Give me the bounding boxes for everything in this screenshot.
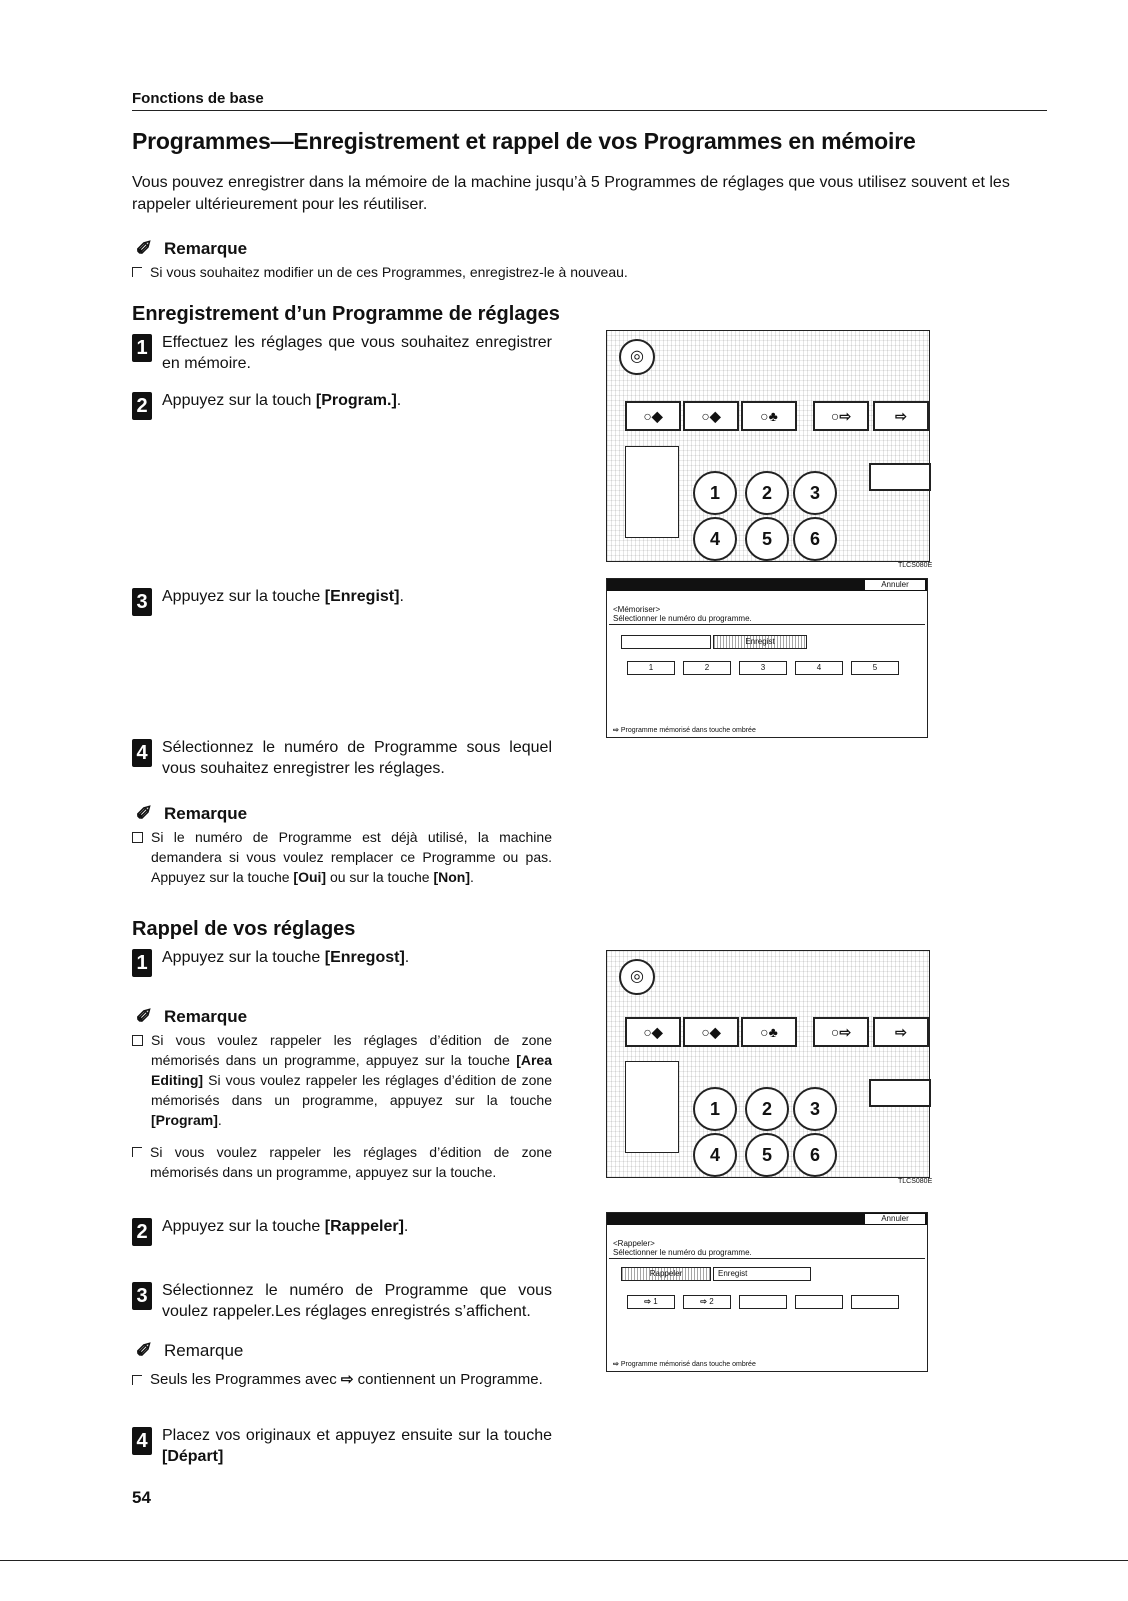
page-title: Programmes—Enregistrement et rappel de vos Programmes en mémoire [132,128,916,154]
program-slot: ⇨ 1 [627,1295,675,1309]
figure-code: TLCS080E [898,1178,933,1185]
program-slot: 3 [739,661,787,675]
screen-title-bar [607,1213,927,1225]
note-item [132,262,752,282]
step-text: Appuyez sur la touche [Enregist]. [162,588,404,605]
step-3 [132,1280,552,1322]
program-key: ○⇨ [813,1017,869,1047]
figure-code: TLCS080E [898,562,933,569]
section-title: Rappel de vos réglages [132,918,356,940]
note-item [132,1030,552,1130]
step-number: 4 [132,739,152,767]
program-arrow-icon: ⇨ [340,1371,354,1388]
pencil-icon: ✐ [135,803,153,825]
panel-key [869,1079,931,1107]
panel-frame [625,446,679,538]
screen-footer: ⇨ Programme mémorisé dans touche ombrée [613,727,756,734]
pencil-icon: ✐ [135,238,153,260]
screen-mode: <Mémoriser> [613,605,661,614]
note-item [132,1370,552,1390]
program-slot [851,1295,899,1309]
program-slot [739,1295,787,1309]
step-number: 2 [132,392,152,420]
numeric-key: 6 [793,1133,837,1177]
tab-store: Enregist [713,635,807,649]
numeric-key: 2 [745,471,789,515]
screen-illustration [606,578,928,738]
numeric-key: 3 [793,1087,837,1131]
start-key: ⇨ [873,401,929,431]
numeric-key: 5 [745,1133,789,1177]
step-text: Appuyez sur la touch [Program.]. [162,392,402,409]
step-text: Appuyez sur la touche [Rappeler]. [162,1218,409,1235]
screen-illustration [606,1212,928,1372]
step-text: Effectuez les réglages que vous souhaitez enregistrer en mémoire. [162,334,552,372]
panel-key: ○♣ [741,401,797,431]
note-heading [132,801,247,826]
panel-key: ○◆ [683,401,739,431]
numeric-key: 4 [693,1133,737,1177]
footer-rule [0,1560,1128,1561]
header-rule [132,110,1047,111]
step-text: Appuyez sur la touche [Enregost]. [162,949,410,966]
control-panel-illustration [606,330,930,562]
step-4 [132,1425,552,1467]
tab-recall: Rappeler [621,1267,711,1281]
note-label: Remarque [164,238,248,258]
note-text: Si vous voulez rappeler les réglages d’édition de zone mémorisés dans un programme, appuyez sur la touche. [150,1144,552,1180]
step-number: 3 [132,588,152,616]
numeric-key: 6 [793,517,837,561]
note-label: Remarque [164,1340,244,1360]
cancel-button: Annuler [865,1214,925,1224]
note-text: Seuls les Programmes avec ⇨ contiennent un Programme. [150,1371,543,1388]
step-3 [132,586,552,616]
checkbox-icon [132,832,143,843]
step-number: 1 [132,334,152,362]
page-number: 54 [132,1488,151,1507]
bullet-icon [132,267,142,277]
panel-frame [625,1061,679,1153]
checkbox-icon [132,1035,143,1046]
screen-title-bar [607,579,927,591]
step-text: Sélectionnez le numéro de Programme sous lequel vous souhaitez enregistrer les réglages. [162,739,552,777]
cancel-button: Annuler [865,580,925,590]
start-key: ⇨ [873,1017,929,1047]
program-arrow-icon: ⇨ [613,1361,619,1368]
note-text: Si vous souhaitez modifier un de ces Programmes, enregistrez-le à nouveau. [150,264,628,280]
pencil-icon: ✐ [135,1340,153,1362]
section-title: Enregistrement d’un Programme de réglages [132,303,560,325]
note-item [132,1142,552,1182]
running-head: Fonctions de base [132,90,264,107]
intro-paragraph: Vous pouvez enregistrer dans la mémoire de la machine jusqu’à 5 Programmes de réglages que vous utilisez souvent et les rappeler ultérieurement pour les réutiliser. [132,174,1010,213]
note-label: Remarque [164,1006,248,1026]
numeric-key: 3 [793,471,837,515]
note-heading [132,236,247,261]
note-item [132,827,552,887]
numeric-key: 1 [693,471,737,515]
program-key: ○⇨ [813,401,869,431]
program-arrow-icon: ⇨ [613,727,619,734]
note-text: Si le numéro de Programme est déjà utilisé, la machine demandera si vous voulez remplacer ce Programme ou pas. Appuyez sur la touche [Oui] ou sur la touche [Non]. [151,829,552,885]
screen-footer: ⇨ Programme mémorisé dans touche ombrée [613,1361,756,1368]
panel-key: ○♣ [741,1017,797,1047]
pencil-icon: ✐ [135,1006,153,1028]
step-2 [132,390,552,420]
program-slot: ⇨ 2 [683,1295,731,1309]
step-number: 2 [132,1218,152,1246]
step-text: Sélectionnez le numéro de Programme que vous voulez rappeler.Les réglages enregistrés s’affichent. [162,1282,552,1320]
numeric-key: 4 [693,517,737,561]
dial-icon: ◎ [619,339,655,375]
step-text: Placez vos originaux et appuyez ensuite sur la touche [Départ] [162,1427,552,1465]
step-1 [132,332,552,374]
tab-store: Enregist [713,1267,811,1281]
note-text: Si vous voulez rappeler les réglages d’édition de zone mémorisés dans un programme, appuyez sur la touche [Area Editing] Si vous voulez rappeler les réglages d’édition de zone mémorisés dans un programme, appuyez sur la touche [Program]. [151,1032,552,1128]
panel-key: ○◆ [625,401,681,431]
screen-instruction: Sélectionner le numéro du programme. [613,1248,752,1257]
note-heading [132,1338,243,1363]
note-heading [132,1004,247,1029]
step-2 [132,1216,552,1246]
program-slot: 1 [627,661,675,675]
control-panel-illustration [606,950,930,1178]
note-label: Remarque [164,803,248,823]
program-slot: 5 [851,661,899,675]
program-slot [795,1295,843,1309]
step-1 [132,947,552,977]
screen-instruction: Sélectionner le numéro du programme. [613,614,752,623]
screen-mode: <Rappeler> [613,1239,655,1248]
bullet-icon [132,1375,142,1385]
program-slot: 2 [683,661,731,675]
tab-recall [621,635,711,649]
numeric-key: 1 [693,1087,737,1131]
dial-icon: ◎ [619,959,655,995]
step-number: 3 [132,1282,152,1310]
program-slot: 4 [795,661,843,675]
panel-key: ○◆ [683,1017,739,1047]
panel-key: ○◆ [625,1017,681,1047]
step-number: 1 [132,949,152,977]
panel-key [869,463,931,491]
step-number: 4 [132,1427,152,1455]
numeric-key: 5 [745,517,789,561]
step-4 [132,737,552,779]
bullet-icon [132,1147,142,1157]
numeric-key: 2 [745,1087,789,1131]
